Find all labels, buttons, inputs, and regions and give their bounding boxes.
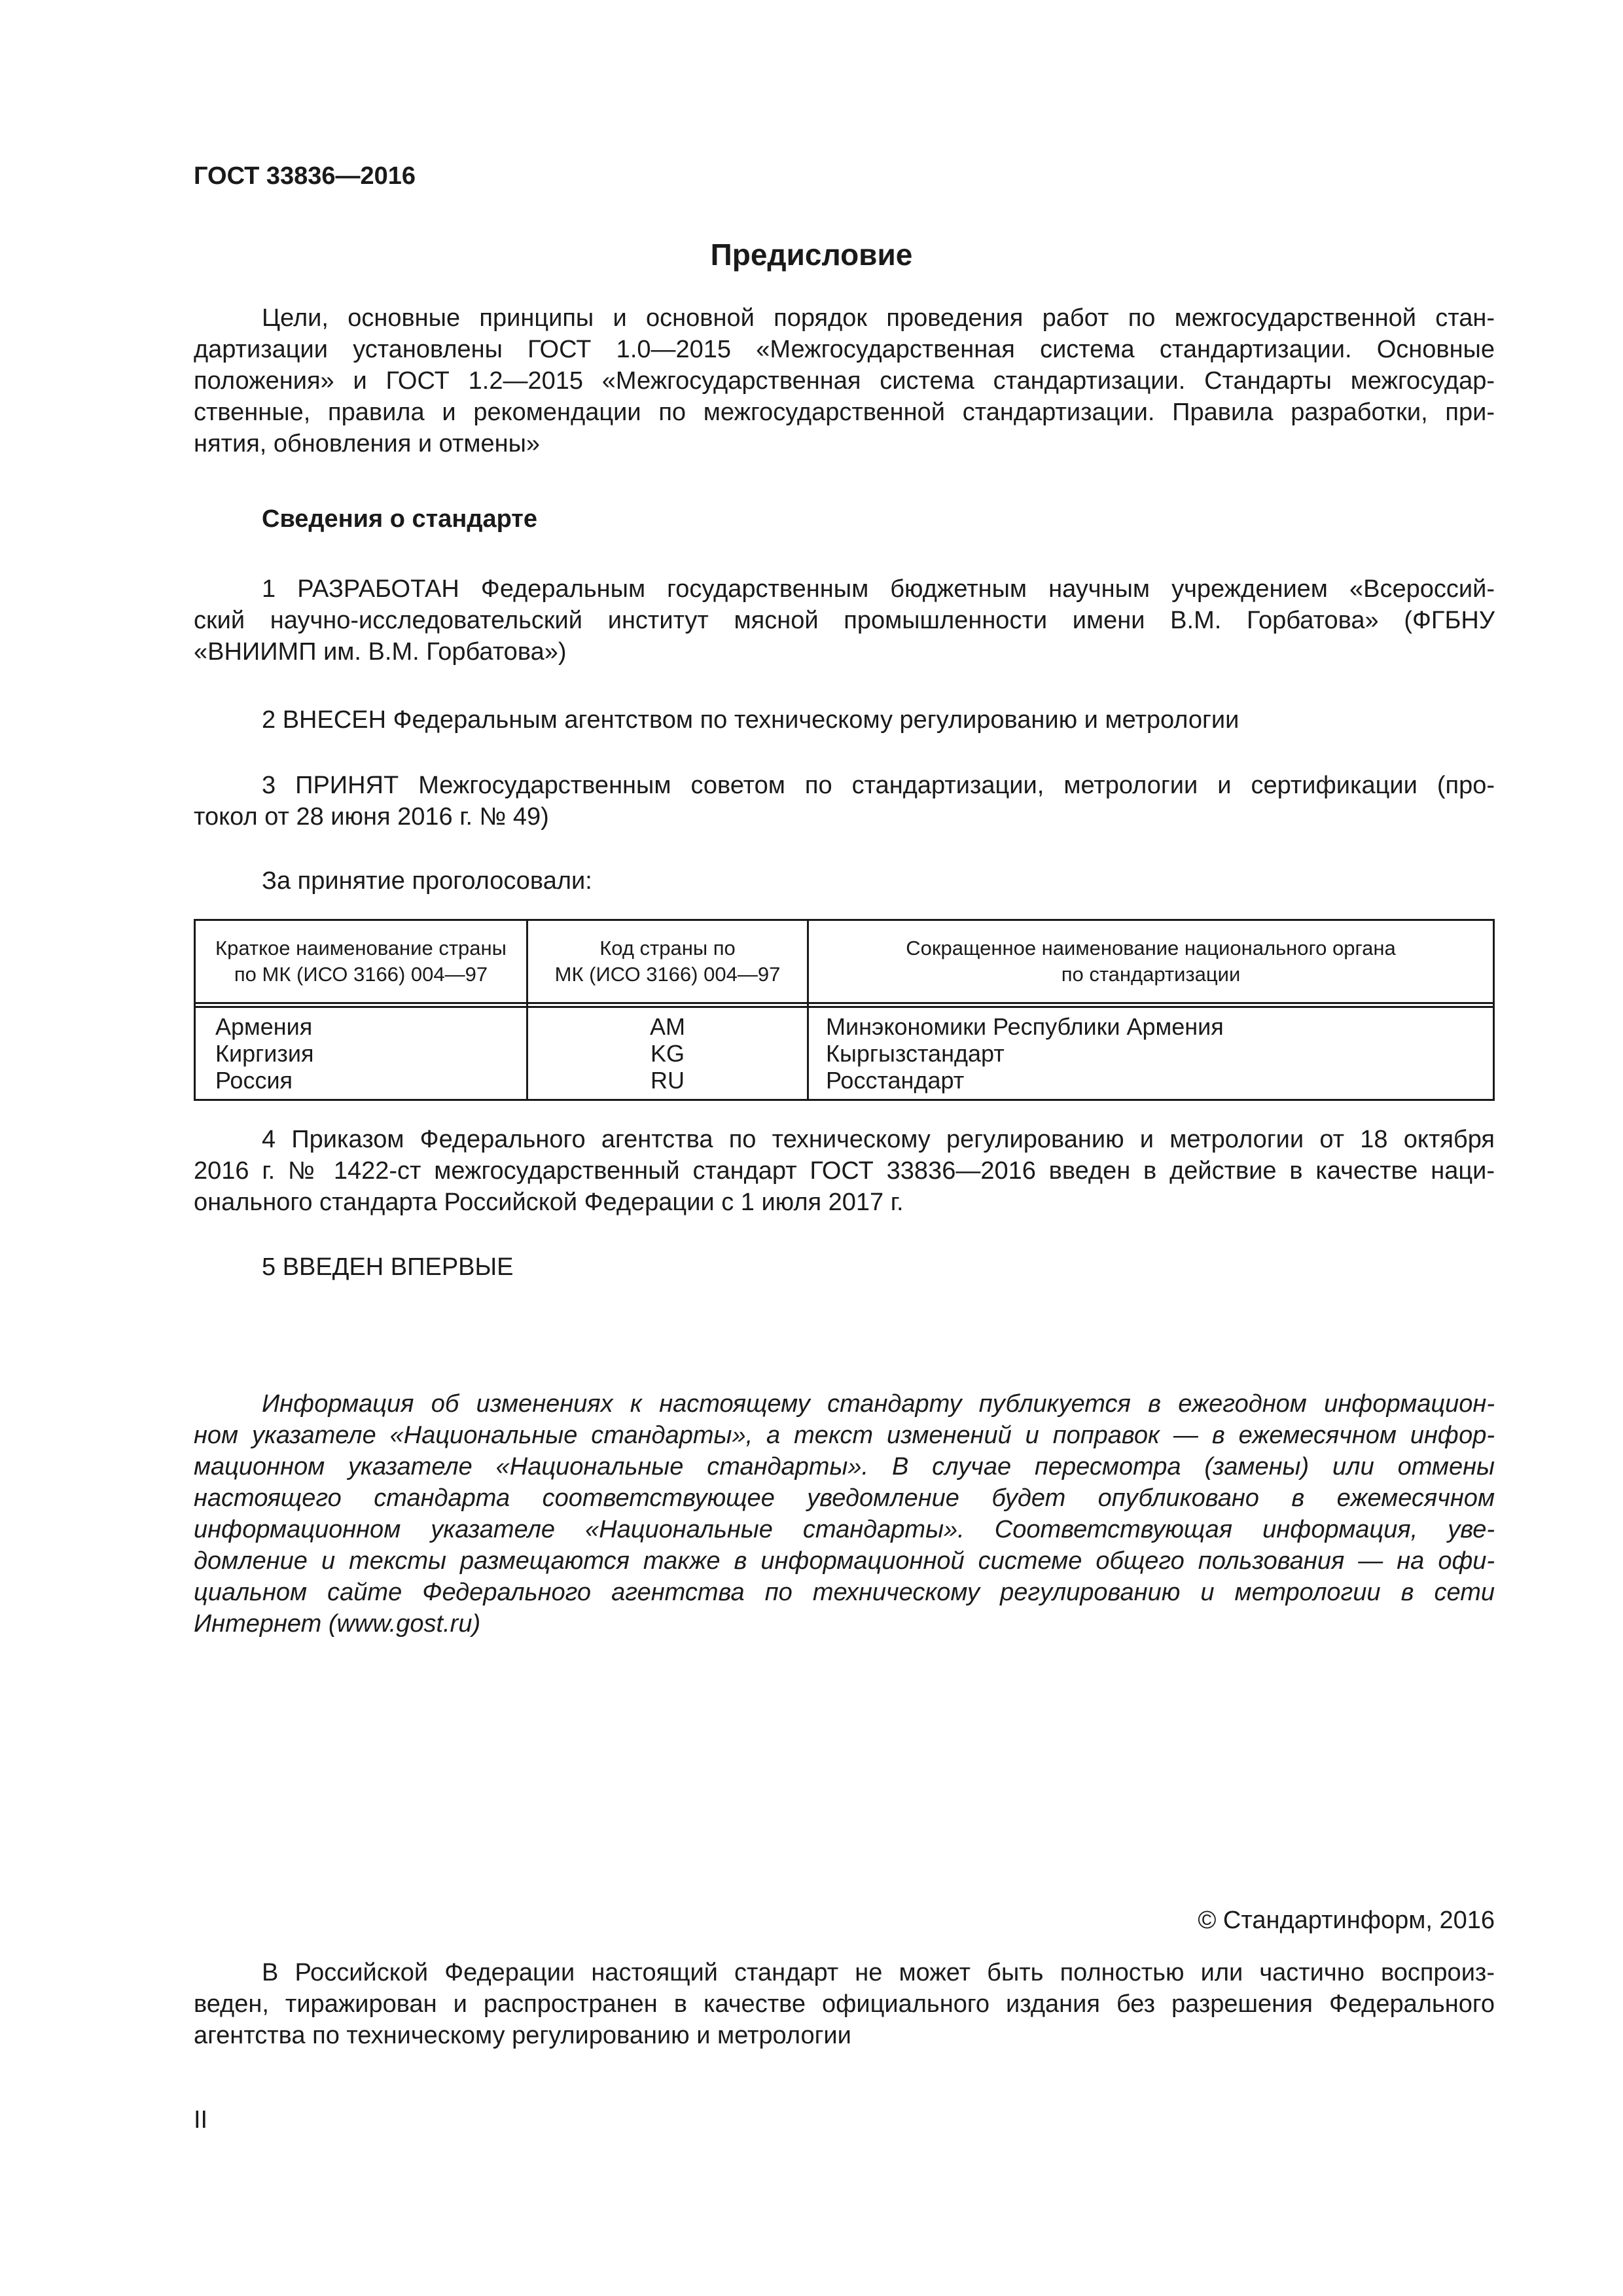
footer-line: В Российской Федерации настоящий стандарт не может быть полностью или частично воспроиз- — [262, 1959, 1495, 1986]
item-line: 2 ВНЕСЕН Федеральным агентством по техническому регулированию и метрологии — [262, 706, 1240, 734]
item-5-introduced — [194, 1251, 1495, 1283]
notice-line: мационном указателе «Национальные стандарты». В случае пересмотра (замены) или отмены — [194, 1453, 1495, 1480]
header-line: МК (ИСО 3166) 004—97 — [554, 963, 781, 986]
item-line: 2016 г. № 1422-ст межгосударственный стандарт ГОСТ 33836—2016 введен в действие в качестве наци- — [194, 1157, 1495, 1185]
header-line: Сокращенное наименование национального органа — [906, 937, 1396, 960]
intro-line: ственные, правила и рекомендации по межгосударственной стандартизации. Правила разработки, при- — [194, 399, 1495, 426]
notice-line: информационном указателе «Национальные стандарты». Соответствующая информация, уве- — [194, 1516, 1495, 1543]
changes-notice — [194, 1388, 1495, 1640]
notice-line: Информация об изменениях к настоящему стандарту публикуется в ежегодном информацион- — [262, 1390, 1495, 1418]
intro-line: положения» и ГОСТ 1.2—2015 «Межгосударственная система стандартизации. Стандарты межгосудар- — [194, 367, 1495, 395]
header-line: по МК (ИСО 3166) 004—97 — [234, 963, 488, 986]
document-code: ГОСТ 33836—2016 — [194, 162, 416, 190]
standards-body: Минэкономики Республики Армения — [826, 1013, 1224, 1040]
notice-line: циальном сайте Федерального агентства по техническому регулированию и метрологии в сети — [194, 1579, 1495, 1606]
copyright-notice: © Стандартинформ, 2016 — [1198, 1907, 1495, 1934]
footer-line: агентства по техническому регулированию и метрологии — [194, 2022, 851, 2049]
item-4-enacted — [194, 1124, 1495, 1218]
country-name: Киргизия — [215, 1040, 314, 1067]
reproduction-notice — [194, 1957, 1495, 2051]
header-line: по стандартизации — [1061, 963, 1241, 986]
page-title: Предисловие — [710, 238, 913, 272]
item-line: онального стандарта Российской Федерации с 1 июля 2017 г. — [194, 1189, 904, 1216]
table-header-code — [528, 921, 807, 1002]
notice-line: ном указателе «Национальные стандарты», а текст изменений и поправок — в ежемесячном инфор- — [194, 1422, 1495, 1449]
item-3-adopted — [194, 770, 1495, 833]
item-2-submitted — [194, 704, 1495, 736]
item-line: 3 ПРИНЯТ Межгосударственным советом по стандартизации, метрологии и сертификации (про- — [262, 772, 1495, 799]
footer-line: веден, тиражирован и распространен в качестве официального издания без разрешения Федерального — [194, 1990, 1495, 2018]
intro-paragraph — [194, 302, 1495, 459]
table-header-country — [196, 921, 526, 1002]
header-line: Краткое наименование страны — [215, 937, 507, 960]
item-line: «ВНИИМП им. В.М. Горбатова») — [194, 638, 567, 666]
page-number: II — [194, 2106, 208, 2134]
item-line: ский научно-исследовательский институт мясной промышленности имени В.М. Горбатова» (ФГБНУ — [194, 607, 1495, 634]
notice-line: Интернет (www.gost.ru) — [194, 1610, 481, 1638]
item-line: 4 Приказом Федерального агентства по техническому регулированию и метрологии от 18 октября — [262, 1126, 1495, 1153]
standards-body: Росстандарт — [826, 1067, 965, 1094]
voted-text: За принятие проголосовали: — [262, 867, 592, 895]
standard-info-heading: Сведения о стандарте — [262, 505, 538, 533]
country-code: RU — [651, 1067, 685, 1094]
voted-label — [194, 865, 1495, 897]
intro-line: дартизации установлены ГОСТ 1.0—2015 «Межгосударственная система стандартизации. Основные — [194, 336, 1495, 363]
header-divider — [196, 1006, 1493, 1008]
header-divider — [196, 1002, 1493, 1004]
item-line: 1 РАЗРАБОТАН Федеральным государственным бюджетным научным учреждением «Всероссий- — [262, 575, 1495, 603]
country-name: Россия — [215, 1067, 293, 1094]
intro-line: Цели, основные принципы и основной порядок проведения работ по межгосударственной стан- — [262, 304, 1495, 332]
column-divider — [807, 921, 809, 1099]
item-line: токол от 28 июня 2016 г. № 49) — [194, 803, 549, 831]
table-header-body — [809, 921, 1493, 1002]
item-1-developed — [194, 573, 1495, 668]
country-code: KG — [650, 1040, 685, 1067]
voting-countries-table — [194, 919, 1495, 1101]
country-name: Армения — [215, 1013, 313, 1040]
intro-line: нятия, обновления и отмены» — [194, 430, 541, 457]
standards-body: Кыргызстандарт — [826, 1040, 1005, 1067]
item-line: 5 ВВЕДЕН ВПЕРВЫЕ — [262, 1253, 514, 1281]
notice-line: домление и тексты размещаются также в информационной системе общего пользования — на офи- — [194, 1547, 1495, 1575]
header-line: Код страны по — [599, 937, 736, 960]
notice-line: настоящего стандарта соответствующее уведомление будет опубликовано в ежемесячном — [194, 1484, 1495, 1512]
country-code: AM — [650, 1013, 685, 1040]
